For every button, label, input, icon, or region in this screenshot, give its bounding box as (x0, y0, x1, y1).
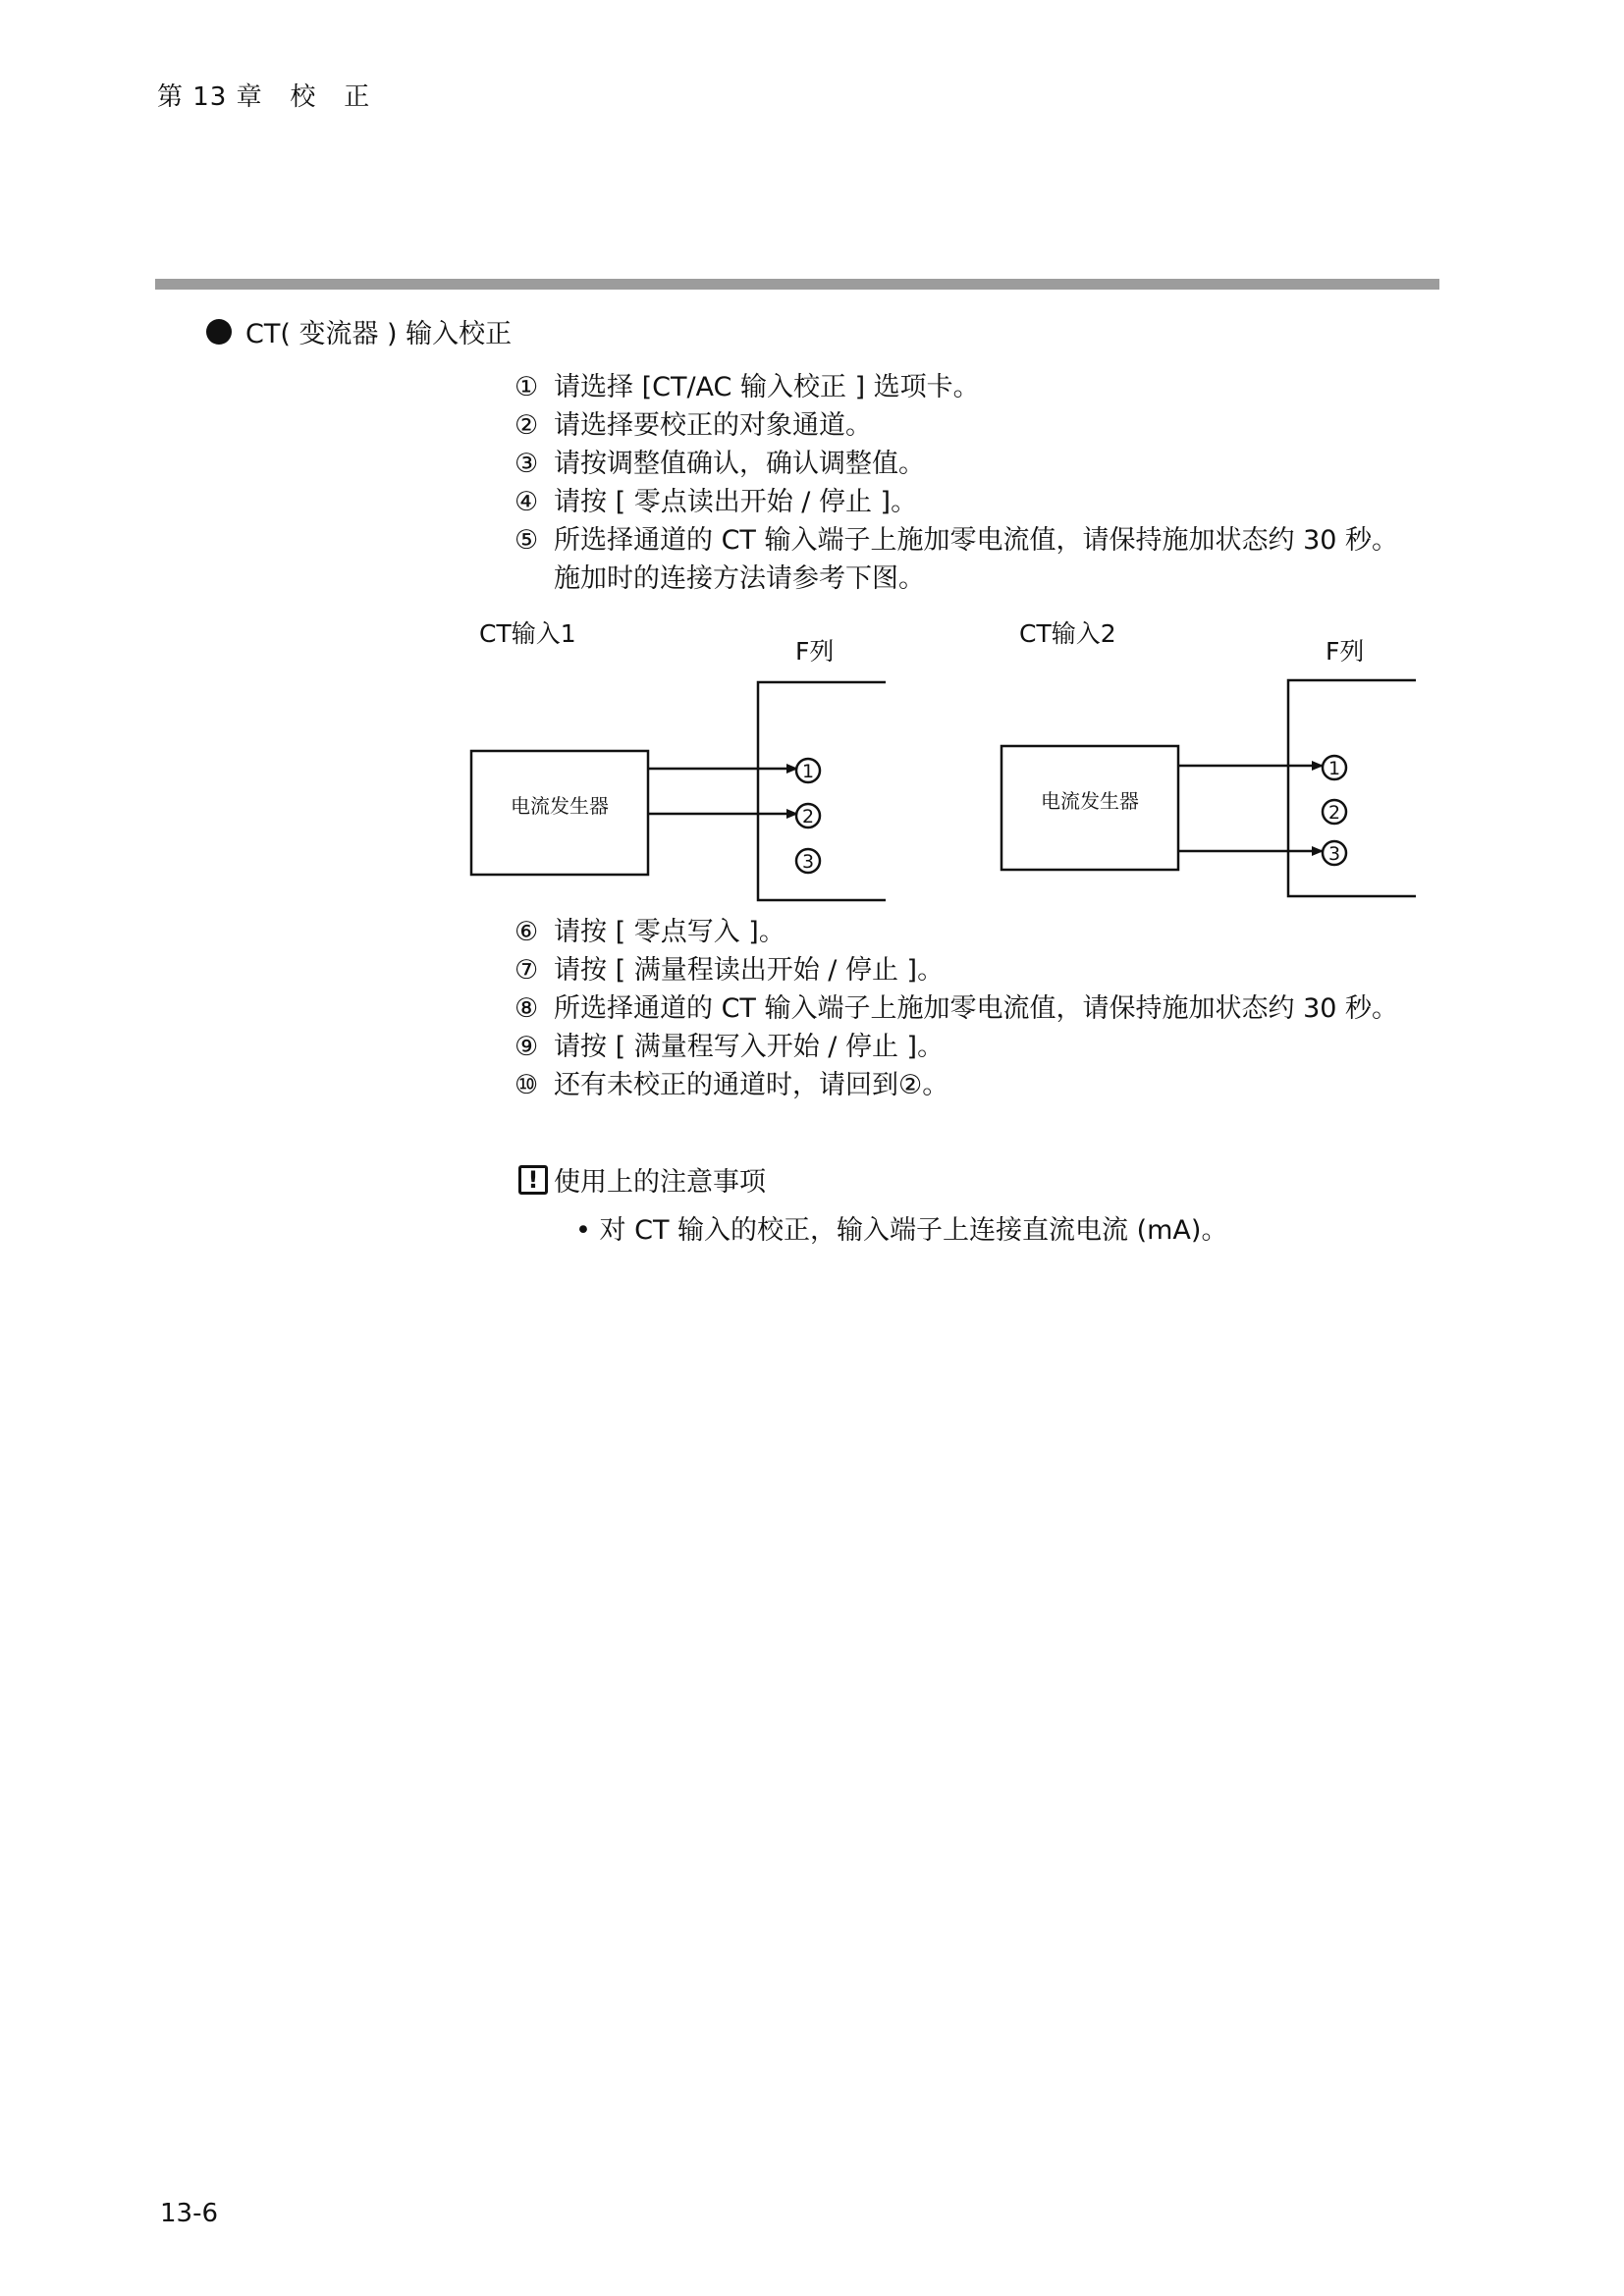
terminal-number: 3 (1327, 843, 1341, 865)
step-item (514, 951, 1398, 989)
generator-label: 电流发生器 (511, 794, 609, 818)
step-number: ⑤ (514, 525, 539, 556)
note-item: • 对 CT 输入的校正，输入端子上连接直流电流 (mA)。 (575, 1215, 1228, 1246)
notes-title: 使用上的注意事项 (554, 1167, 766, 1198)
diagram-title: CT输入1 (479, 619, 576, 648)
ct-input-2-diagram (1001, 619, 1416, 896)
step-item (514, 913, 1398, 951)
terminal-number: 2 (801, 806, 815, 828)
exclamation-icon: ! (518, 1165, 548, 1195)
section-divider (155, 279, 1439, 290)
step-number: ⑥ (514, 917, 539, 947)
step-text: 请按调整值确认，确认调整值。 (554, 449, 925, 479)
diagram-title: CT输入2 (1019, 619, 1116, 648)
page-number: 13-6 (160, 2199, 219, 2228)
terminal-block (1288, 680, 1416, 896)
terminal-block (758, 682, 886, 900)
step-text: 还有未校正的通道时，请回到②。 (554, 1070, 949, 1100)
step-number: ② (514, 410, 539, 441)
bullet-icon (206, 319, 232, 345)
step-number: ⑨ (514, 1032, 539, 1062)
column-label: F列 (1326, 637, 1365, 666)
step-text: 所选择通道的 CT 输入端子上施加零电流值，请保持施加状态约 30 秒。 (554, 993, 1399, 1024)
step-text: 请选择要校正的对象通道。 (554, 410, 872, 441)
step-item (514, 1028, 1398, 1066)
step-number: ⑦ (514, 955, 539, 986)
terminal-number: 3 (801, 851, 815, 873)
step-item (514, 406, 1398, 445)
step-text: 请按 [ 零点读出开始 / 停止 ]。 (554, 487, 918, 517)
step-item (514, 445, 1398, 483)
column-label: F列 (795, 637, 835, 666)
step-number: ④ (514, 487, 539, 517)
step-item (514, 521, 1398, 560)
terminal-number: 2 (1327, 802, 1341, 824)
section-heading (206, 312, 512, 350)
step-number: ⑩ (514, 1070, 539, 1100)
ct-input-1-diagram (471, 619, 886, 900)
step-text: 所选择通道的 CT 输入端子上施加零电流值，请保持施加状态约 30 秒。 (554, 525, 1399, 556)
step-number: ⑧ (514, 993, 539, 1024)
step-text: 请按 [ 零点写入 ]。 (554, 917, 785, 947)
step-item (514, 1066, 1398, 1104)
step-item (514, 989, 1398, 1028)
notes-heading (518, 1160, 1227, 1199)
steps-list-b (514, 913, 1398, 1104)
section-title: CT( 变流器 ) 输入校正 (245, 319, 513, 349)
step-continuation: 施加时的连接方法请参考下图。 (554, 563, 925, 594)
step-number: ③ (514, 449, 539, 479)
steps-list-a (514, 368, 1398, 598)
step-text: 请按 [ 满量程写入开始 / 停止 ]。 (554, 1032, 945, 1062)
step-text: 请按 [ 满量程读出开始 / 停止 ]。 (554, 955, 945, 986)
ct-wiring-diagram (461, 609, 1443, 913)
step-number: ① (514, 372, 539, 402)
terminal-number: 1 (1327, 758, 1341, 779)
chapter-header: 第 13 章 校 正 (157, 82, 371, 112)
usage-notes (518, 1160, 1227, 1247)
terminal-number: 1 (801, 761, 815, 782)
step-item (514, 368, 1398, 406)
step-text: 请选择 [CT/AC 输入校正 ] 选项卡。 (554, 372, 980, 402)
generator-label: 电流发生器 (1041, 789, 1139, 813)
step-item (514, 483, 1398, 521)
